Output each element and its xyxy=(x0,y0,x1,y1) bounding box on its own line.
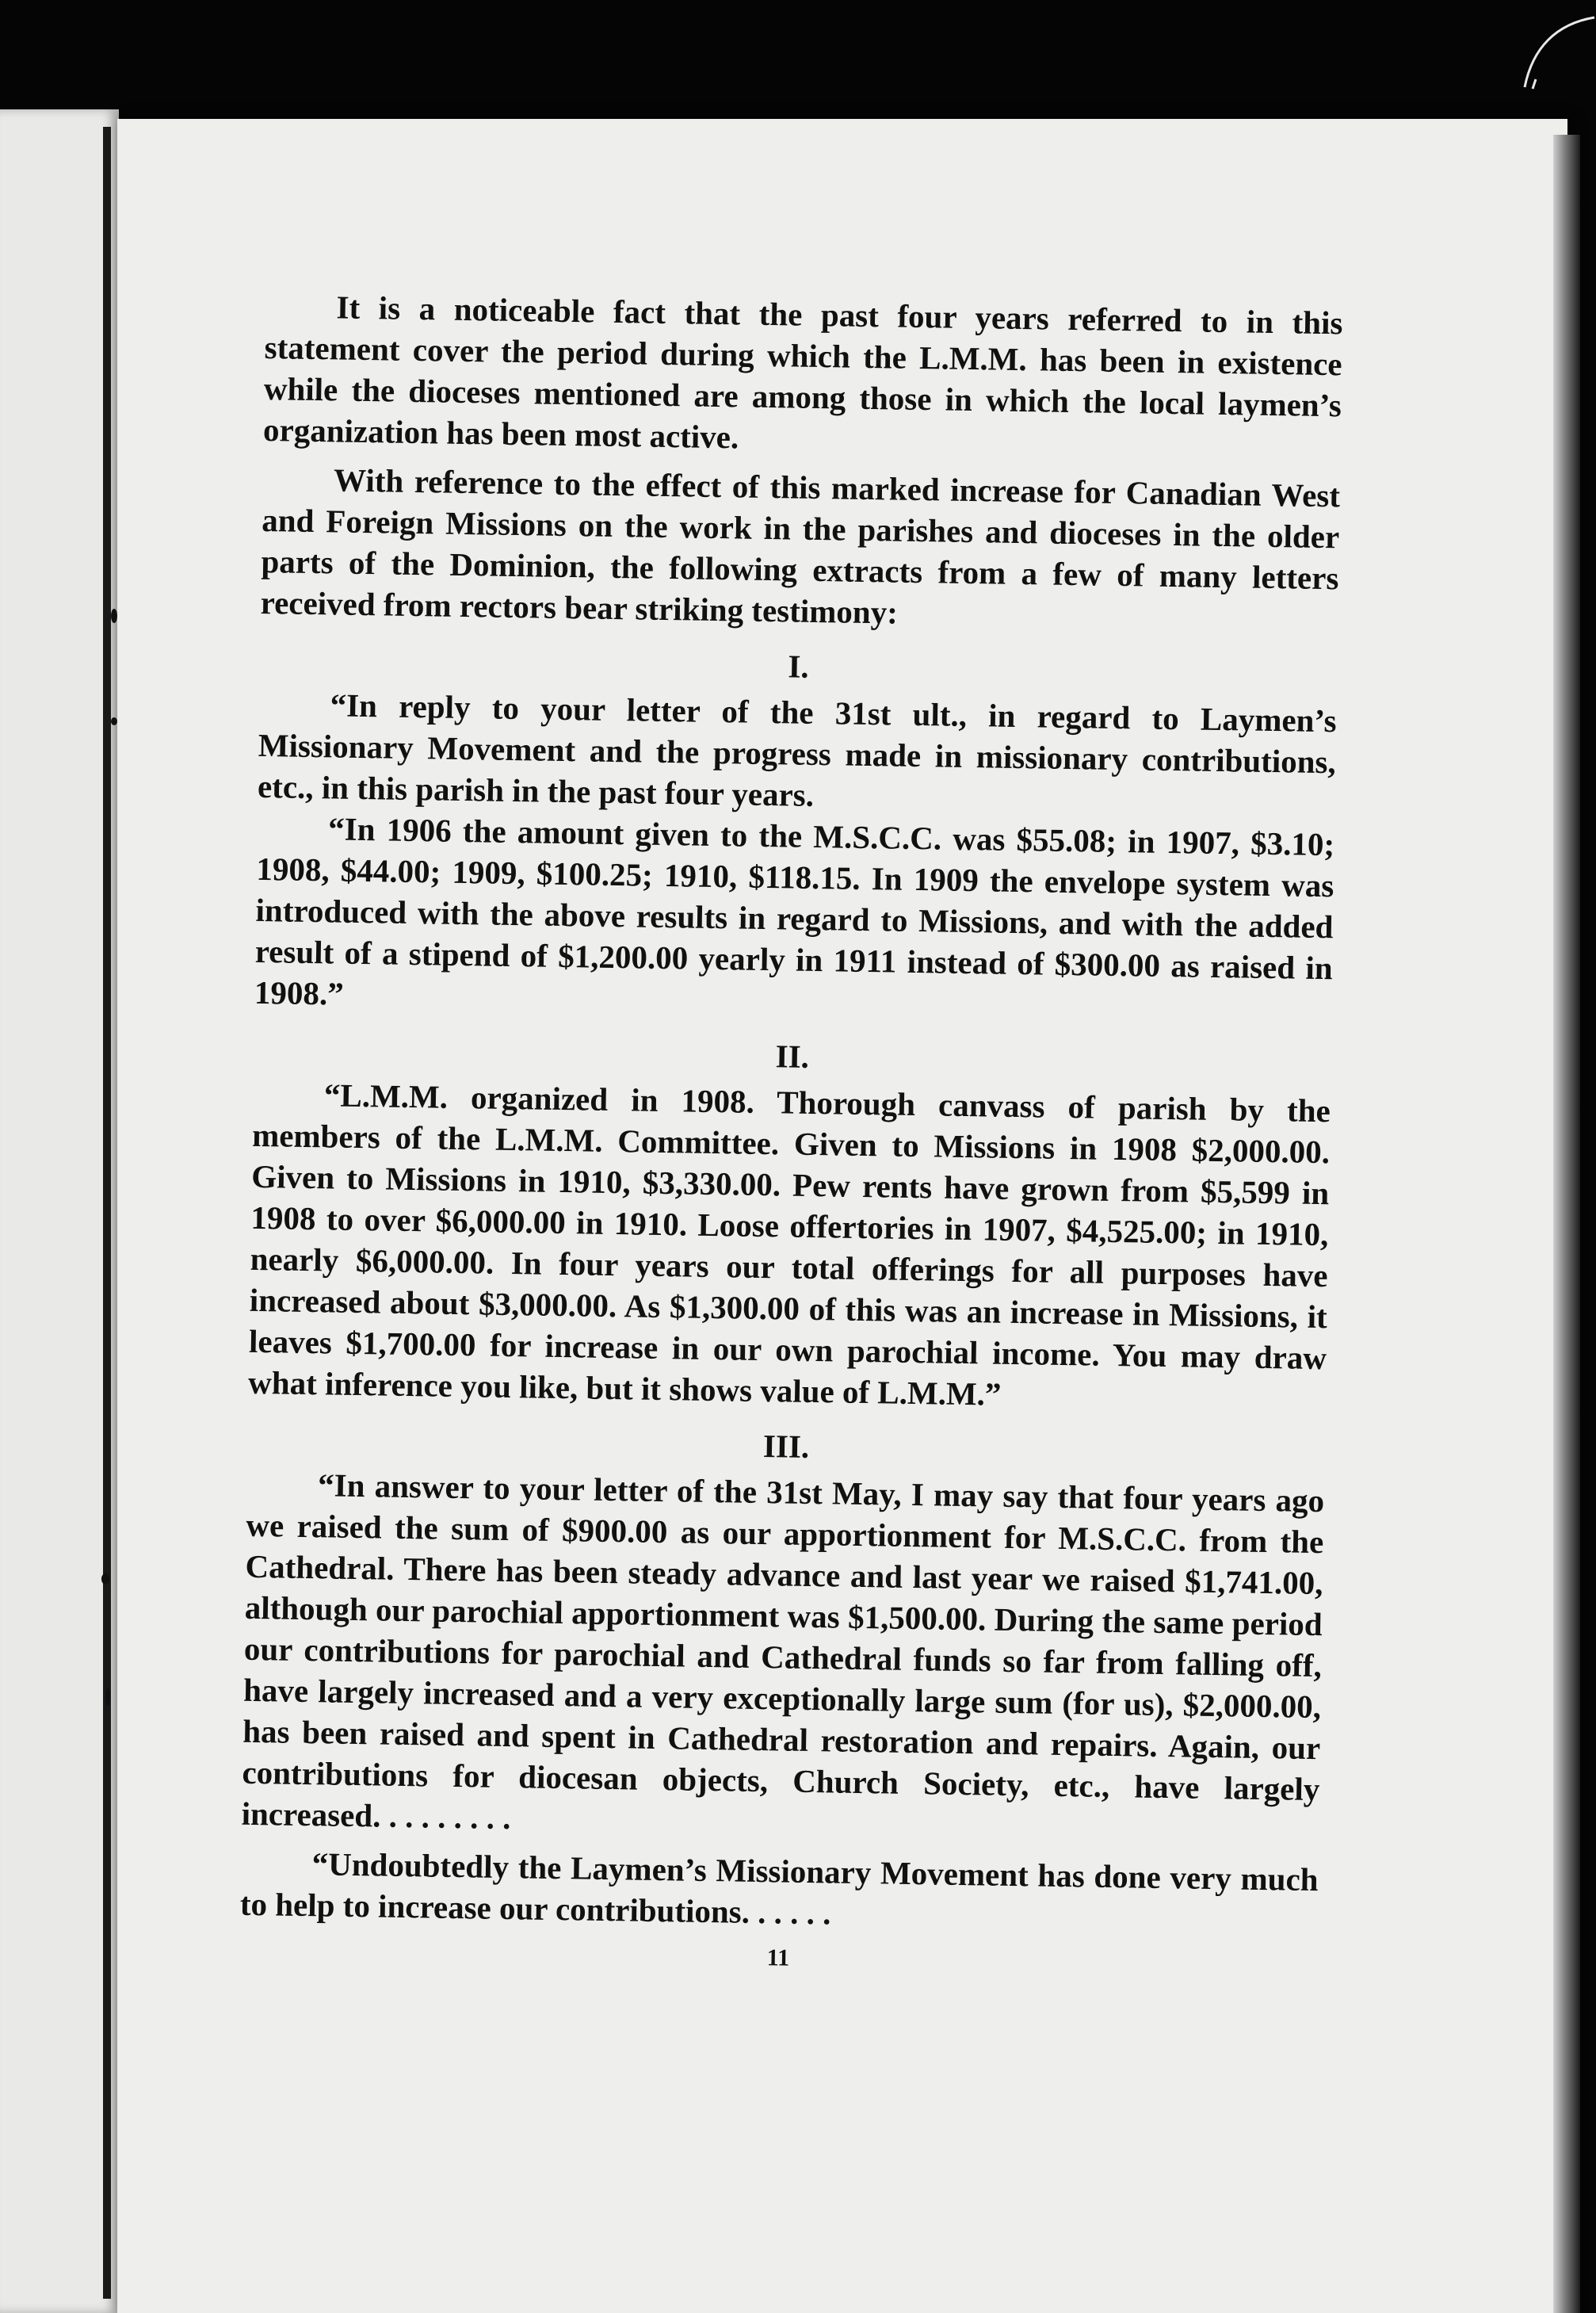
left-page-gutter xyxy=(103,127,111,2299)
paragraph: “In reply to your letter of the 31st ult., in regard to Laymen’s Missionary Movement and the progress made in missionary contributions, etc., in this parish in the past four years. xyxy=(257,686,1337,813)
page-corner-curl xyxy=(1501,0,1596,119)
page-number: 11 xyxy=(766,1944,790,1971)
page-text xyxy=(239,285,1343,1987)
margin-mark xyxy=(111,717,117,725)
left-facing-page xyxy=(0,109,119,2313)
paragraph: With reference to the effect of this marked increase for Canadian West and Foreign Missions on the work in the parishes and dioceses in the older parts of the Dominion, the following extracts from a few of many letters received from rectors bear striking testimony: xyxy=(260,461,1341,631)
paragraph: “In 1906 the amount given to the M.S.C.C. was $55.08; in 1907, $3.10; 1908, $44.00; 1909, $100.25; 1910, $118.15. In 1909 the envelope system was introduced with the above results in regard to Missions, and with the added result of a stipend of $1,200.00 yearly in 1911 instead of $300.00 as raised in 1908.” xyxy=(254,810,1335,1012)
paragraph: It is a noticeable fact that the past four years referred to in this statement cover the period during which the L.M.M. has been in existence while the dioceses mentioned are among those in which the local laymen’s organization has been most active. xyxy=(262,289,1343,456)
paragraph: “Undoubtedly the Laymen’s Missionary Movement has done very much to help to increase our contributions. . . . . . xyxy=(239,1845,1319,1932)
margin-mark xyxy=(111,609,117,623)
section-heading: III. xyxy=(762,1428,810,1465)
margin-mark xyxy=(101,1573,109,1585)
section-heading: I. xyxy=(788,648,810,685)
margin-mark xyxy=(105,1688,110,1706)
paragraph: “In answer to your letter of the 31st May, I may say that four years ago we raised the sum of $900.00 as our apportionment for M.S.C.C. from the Cathedral. There has been steady advance and last year we raised $1,741.00, although our parochial apportionment was $1,500.00. During the same period our contributions for parochial and Cathedral funds so far from falling off, have largely increased and a very exceptionally large sum (for us), $2,000.00, has been raised and spent in Cathedral restoration and repairs. Again, our contributions for diocesan objects, Church Society, etc., have largely increased. . . . . . . . . xyxy=(241,1466,1325,1837)
page-right-edge xyxy=(1553,135,1580,2313)
section-heading: II. xyxy=(775,1038,810,1075)
paragraph: “L.M.M. organized in 1908. Thorough canvass of parish by the members of the L.M.M. Committee. Given to Missions in 1908 $2,000.00. Given to Missions in 1910, $3,330.00. Pew rents have grown from $5,599 in 1908 to over $6,000.00 in 1910. Loose offertories in 1907, $4,525.00; in 1910, nearly $6,000.00. In four years our total offerings for all purposes have increased about $3,000.00. As $1,300.00 of this was an increase in Missions, it leaves $1,700.00 for increase in our own parochial income. You may draw what inference you like, but it shows value of L.M.M.” xyxy=(247,1076,1331,1413)
